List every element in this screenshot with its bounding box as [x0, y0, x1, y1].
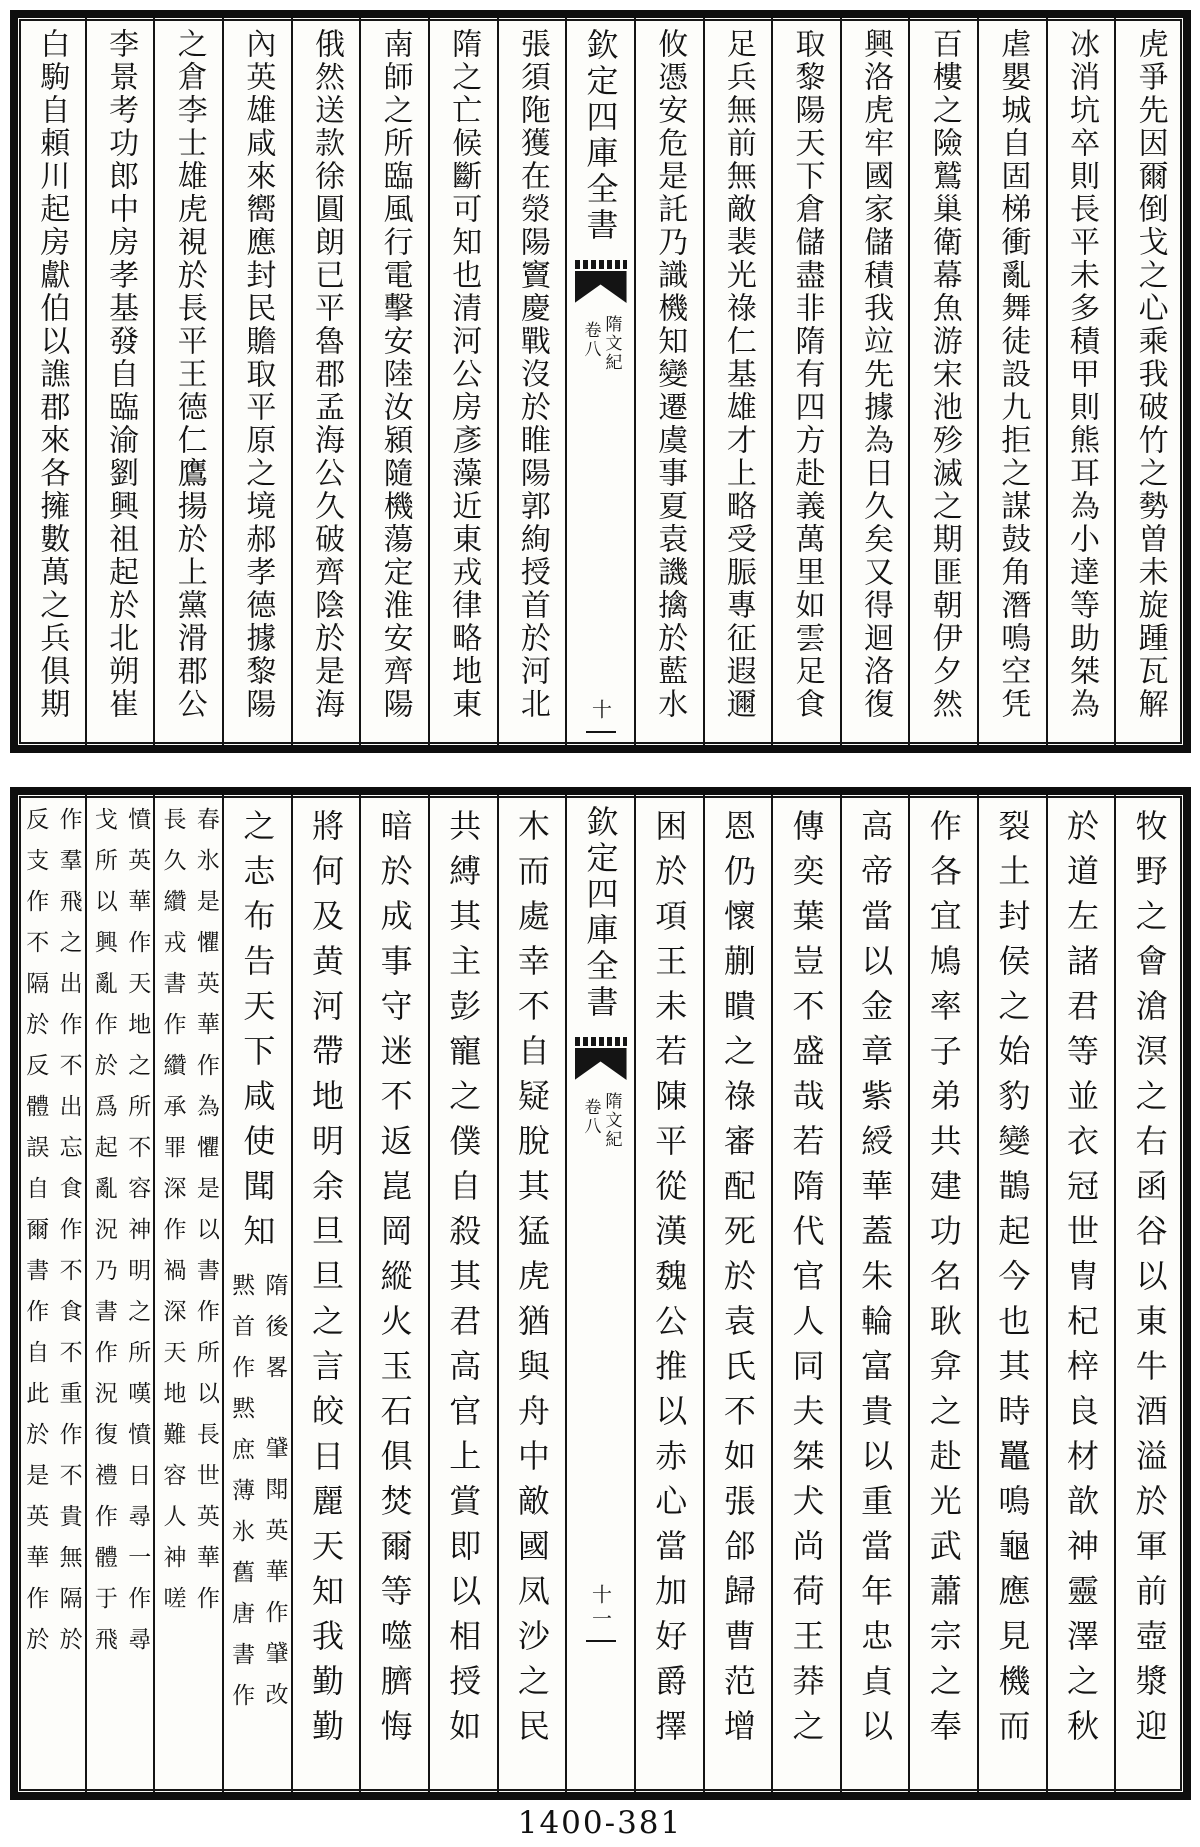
column-text: 傳奕葉豈不盛哉若隋代官人同夫桀犬尚荷王莽之: [787, 809, 826, 1754]
text-column: [222, 795, 291, 1792]
folio-number: 十一: [588, 1584, 613, 1632]
annotation-text: 隋後畧: [261, 1273, 288, 1396]
annotation-text: 反支作不隔於反體誤自爾書作自此於是英華作於: [22, 807, 49, 1668]
column-text: 暗於成事守迷不返崑岡縱火玉石俱焚爾等噬臍悔: [375, 809, 414, 1754]
column-text: 之倉李士雄虎視於長平王德仁鷹揚於上黨滑郡公: [171, 28, 207, 721]
siku-header-label: 欽定四庫全書: [581, 805, 620, 1021]
banxin-column: [565, 18, 634, 745]
annotation-left-subcolumn: [87, 795, 120, 1792]
fishtail-body: [575, 271, 627, 303]
fishtail-band: [575, 260, 627, 269]
column-text: 俄然送款徐圓朗已平魯郡孟海公久破齊陰於是海: [308, 28, 344, 721]
text-column: [497, 18, 566, 745]
annotation-pair: [18, 795, 85, 1792]
text-column: [1114, 795, 1183, 1792]
text-column: [18, 795, 85, 1792]
column-text: 隋之亡候斷可知也清河公房彥藻近東戎律略地東: [446, 28, 482, 721]
siku-header-label: 欽定四庫全書: [581, 28, 620, 244]
annotation-right-subcolumn: [189, 795, 222, 1792]
text-column: [85, 18, 154, 745]
annotation-left-subcolumn: [18, 795, 51, 1792]
column-text: 於道左諸君等並衣冠世冑杞梓良材歆神靈澤之秋: [1062, 809, 1101, 1754]
column-text: 虎爭先因爾倒戈之心乘我破竹之勢曽未旋踵瓦解: [1132, 28, 1168, 721]
column-text: 牧野之會滄溟之右函谷以東牛酒溢於軍前壺漿迎: [1130, 809, 1169, 1754]
plate-number: 1400-381: [517, 1805, 683, 1841]
text-column: [771, 18, 840, 745]
book-title-label: 隋文紀: [601, 315, 622, 372]
annotation-text: 春氷是懼英華作為懼是以書作所以長世英華作: [192, 807, 219, 1627]
column-text: 張須陁獲在滎陽竇慶戰沒於睢陽郭絢授首於河北: [514, 28, 550, 721]
text-column: [908, 18, 977, 745]
annotation-pair: [155, 795, 222, 1792]
annotation-right-subcolumn: [257, 1261, 290, 1792]
column-text: 興洛虎牢國家儲積我竝先據為日久矣又得迴洛復: [858, 28, 894, 721]
book-title-row: [582, 315, 620, 372]
text-column: [291, 795, 360, 1792]
text-column: [428, 795, 497, 1792]
fishtail-body: [575, 1048, 627, 1080]
annotation-text: 肈閗英華作肈改: [261, 1436, 288, 1723]
annotation-text: 黙首作黙庶薄氷舊唐書作: [228, 1273, 255, 1724]
fishtail-band: [575, 1037, 627, 1046]
banxin-column: [565, 795, 634, 1792]
column-text: 虐嬰城自固梯衝亂舞徒設九拒之謀鼓角潛鳴空凭: [995, 28, 1031, 721]
text-column: [634, 795, 703, 1792]
book-title-row: [582, 1092, 620, 1149]
fishtail-icon: [575, 260, 627, 303]
column-text: 足兵無前無敵裴光祿仁基雄才上略受脤專征遐邇: [720, 28, 756, 721]
text-column: [291, 18, 360, 745]
annotation-pair: [224, 1261, 291, 1792]
text-column: [977, 18, 1046, 745]
annotation-right-subcolumn: [120, 795, 153, 1792]
text-column: [497, 795, 566, 1792]
annotation-text: 憤英華作天地之所不容神明之所嘆憤日尋一作尋: [124, 807, 151, 1668]
column-text: 將何及黄河帶地明余旦旦之言皎日麗天知我勤勤: [306, 809, 345, 1754]
text-column: [634, 18, 703, 745]
text-column: [977, 795, 1046, 1792]
text-column: [1114, 18, 1183, 745]
chapter-label: 卷八: [580, 1098, 601, 1136]
bottom-leaf-frame: [10, 787, 1191, 1800]
annotation-pair: [87, 795, 154, 1792]
column-text: 裂土封侯之始豹變鵲起今也其時鼉鳴龜應見機而: [993, 809, 1032, 1754]
text-column: [85, 795, 154, 1792]
annotation-text: 作羣飛之出作不出忘食作不食不重作不貴無隔於: [55, 807, 82, 1668]
text-column: [908, 795, 977, 1792]
column-text: 之志布告天下咸使聞知: [238, 809, 277, 1259]
annotation-left-subcolumn: [224, 1261, 257, 1792]
annotation-text: 戈所以興亂作於爲起亂況乃書作況復禮作體于飛: [90, 807, 117, 1668]
folio-rule: [586, 1640, 616, 1642]
chapter-label: 卷八: [580, 321, 601, 359]
text-column: [18, 18, 85, 745]
folio-number: 十: [588, 699, 613, 723]
column-text: 共縛其主彭寵之僕自殺其君高官上賞即以相授如: [444, 809, 483, 1754]
fishtail-icon: [575, 1037, 627, 1080]
annotation-text: 長久纘戎書作纘承罪深作禍深天地難容人神嗟: [159, 807, 186, 1627]
text-column: [153, 18, 222, 745]
text-column: [359, 18, 428, 745]
text-column: [771, 795, 840, 1792]
text-column: [840, 18, 909, 745]
text-column: [153, 795, 222, 1792]
column-text: 困於項王未若陳平從漢魏公推以赤心當加好爵擇: [650, 809, 689, 1754]
top-leaf-frame: [10, 10, 1191, 753]
text-column: [703, 795, 772, 1792]
column-text: 南師之所臨風行電擊安陸汝潁隨機蕩定淮安齊陽: [377, 28, 413, 721]
column-text: 攸憑安危是託乃識機知變遷虞事夏袁譏擒於藍水: [652, 28, 688, 721]
text-column: [840, 795, 909, 1792]
column-text: 高帝當以金章紫綬華蓋朱輪富貴以重當年忠貞以: [856, 809, 895, 1754]
column-text: 李景考功郎中房孝基發自臨渝劉興祖起於北朔崔: [103, 28, 139, 721]
text-column: [359, 795, 428, 1792]
mixed-column: [224, 795, 291, 1792]
annotation-left-subcolumn: [155, 795, 188, 1792]
column-text: 木而處幸不自疑脫其猛虎猶與舟中敵國凤沙之民: [512, 809, 551, 1754]
book-title-label: 隋文紀: [601, 1092, 622, 1149]
text-column: [1046, 18, 1115, 745]
column-text: 恩仍懷蒯瞶之祿審配死於袁氏不如張郃歸曹范增: [718, 809, 757, 1754]
text-column: [222, 18, 291, 745]
column-text: 取黎陽天下倉儲盡非隋有四方赴義萬里如雲足食: [789, 28, 825, 721]
text-column: [428, 18, 497, 745]
column-text: 內英雄咸來嚮應封民贍取平原之境郝孝德據黎陽: [240, 28, 276, 721]
folio-rule: [586, 731, 616, 733]
annotation-right-subcolumn: [51, 795, 84, 1792]
column-text: 冰消坑卒則長平未多積甲則熊耳為小達等助桀為: [1064, 28, 1100, 721]
column-text: 白駒自頼川起房獻伯以譙郡來各擁數萬之兵俱期: [34, 28, 70, 721]
column-text: 百樓之險鷲巢衛幕魚游宋池殄滅之期匪朝伊夕然: [926, 28, 962, 721]
column-text: 作各宜鳩率子弟共建功名耿弇之赴光武蕭宗之奉: [924, 809, 963, 1754]
text-column: [703, 18, 772, 745]
text-column: [1046, 795, 1115, 1792]
